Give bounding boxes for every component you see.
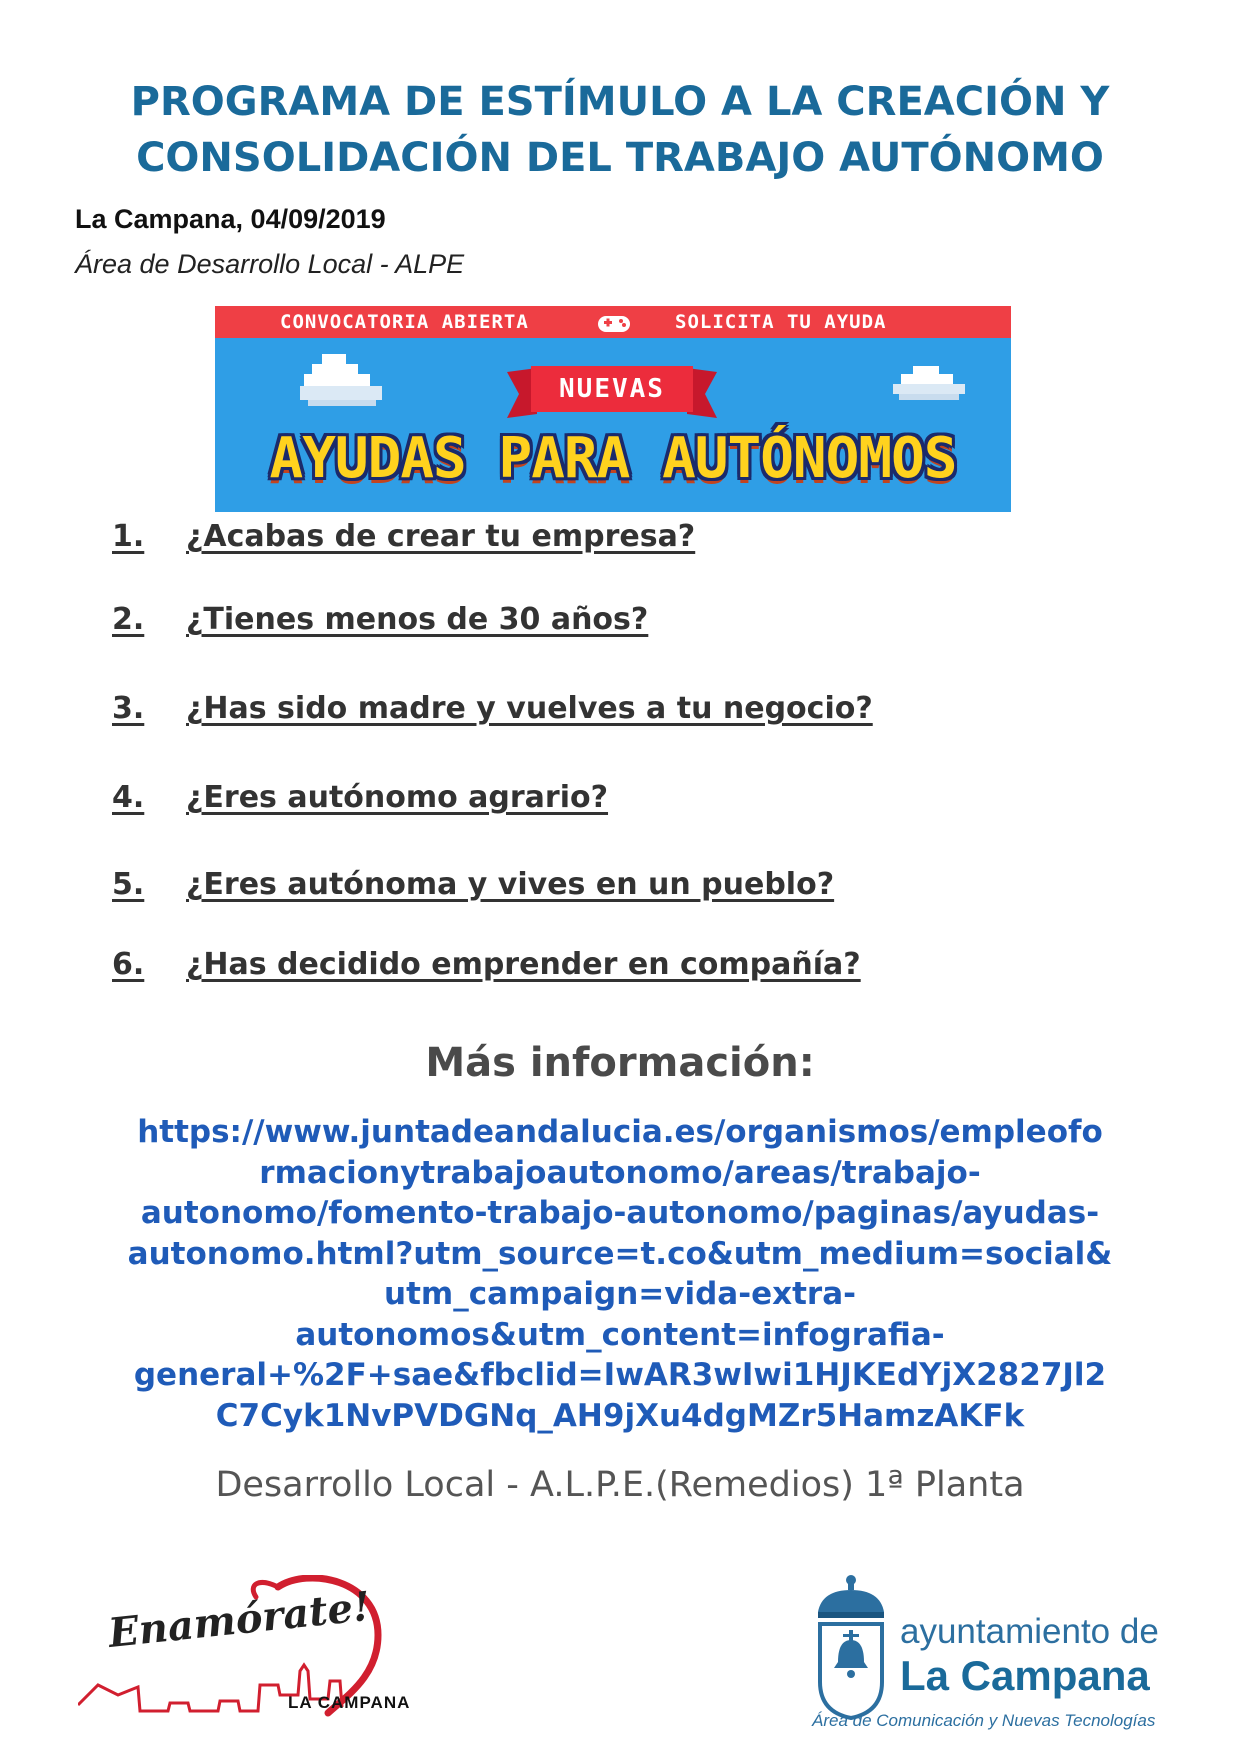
banner-top-right: SOLICITA TU AYUDA [675,311,887,333]
question-item [112,780,608,815]
logo-right-line-3: Área de Comunicación y Nuevas Tecnologías [812,1711,1156,1730]
url-line[interactable]: utm_campaign=vida-extra- [384,1276,856,1312]
question-number: 6. [112,947,145,982]
url-line[interactable]: autonomo.html?utm_source=t.co&utm_medium=social& [127,1235,1113,1272]
banner-ribbon-label: NUEVAS [559,374,665,404]
url-line[interactable]: autonomo/fomento-trabajo-autonomo/paginas/ayudas- [140,1195,1100,1231]
footer-address: Desarrollo Local - A.L.P.E.(Remedios) 1ª Planta [215,1465,1025,1505]
title-line-1: PROGRAMA DE ESTÍMULO A LA CREACIÓN Y [130,79,1110,125]
question-text: ¿Eres autónomo agrario? [186,780,609,815]
more-info-heading: Más información: [425,1040,815,1086]
question-number: 5. [112,867,145,902]
date-line: La Campana, 04/09/2019 [75,204,386,234]
url-line[interactable]: rmacionytrabajoautonomo/areas/trabajo- [259,1154,981,1191]
cloud-left [300,354,382,406]
page-title [60,74,1180,186]
url-line[interactable]: C7Cyk1NvPVDGNq_AH9jXu4dgMZr5HamzAKFk [215,1397,1025,1434]
question-item [112,947,861,982]
info-url-link[interactable] [62,1112,1178,1436]
cloud-right [893,366,965,400]
question-text: ¿Eres autónoma y vives en un pueblo? [186,867,835,902]
question-number: 2. [112,602,145,637]
question-number: 4. [112,780,145,815]
banner-top-left: CONVOCATORIA ABIERTA [280,311,529,333]
question-number: 3. [112,691,145,726]
logo-left-script: Enamórate! [106,1582,373,1657]
question-item [112,867,834,902]
question-text: ¿Has sido madre y vuelves a tu negocio? [186,691,873,726]
logo-right-line-1: ayuntamiento de [900,1612,1159,1651]
question-text: ¿Has decidido emprender en compañía? [186,947,861,982]
question-item [112,691,873,726]
title-line-2: CONSOLIDACIÓN DEL TRABAJO AUTÓNOMO [136,135,1104,181]
department-line: Área de Desarrollo Local - ALPE [75,249,465,279]
coat-of-arms-icon [812,1572,890,1722]
url-line[interactable]: https://www.juntadeandalucia.es/organismos/empleofo [137,1114,1103,1150]
question-text: ¿Acabas de crear tu empresa? [186,519,696,554]
promo-banner [215,306,1011,512]
logo-right-line-2: La Campana [900,1652,1150,1699]
logo-left-town: LA CAMPANA [288,1693,411,1712]
url-line[interactable]: autonomos&utm_content=infografia- [295,1316,945,1353]
question-text: ¿Tienes menos de 30 años? [186,602,649,637]
url-line[interactable]: general+%2F+sae&fbclid=IwAR3wIwi1HJKEdYjX2827Jl2 [133,1357,1107,1393]
question-number: 1. [112,519,145,554]
banner-main-title: AYUDAS PARA AUTÓNOMOS [269,426,957,491]
question-item [112,602,648,637]
question-item [112,519,695,554]
gamepad-icon [595,312,633,334]
